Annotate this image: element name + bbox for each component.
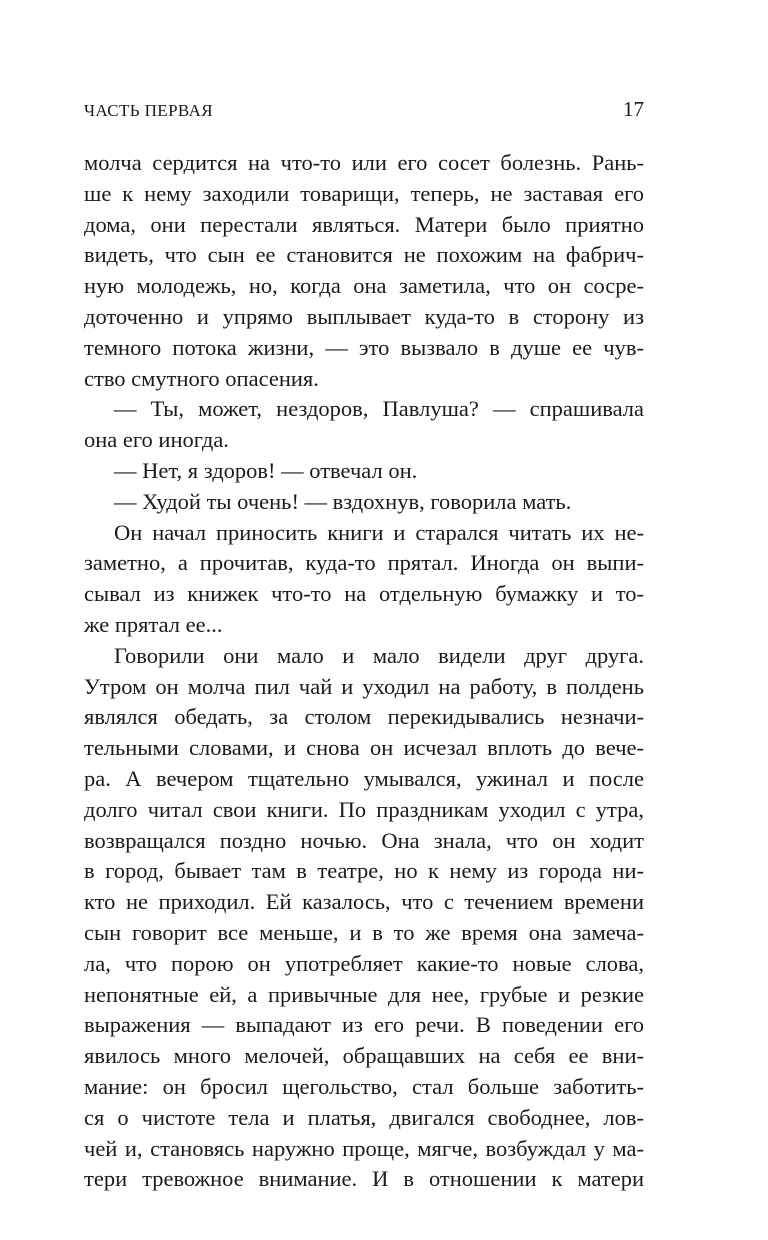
text-line: Он начал приносить книги и старался читать их не-	[114, 519, 644, 545]
text-line: сывал из книжек что-то на отдельную бумажку и то-	[84, 581, 644, 607]
text-line: долго читал свои книги. По праздникам уходил с утра,	[84, 796, 644, 822]
text-line: молча сердится на что-то или его сосет болезнь. Рань-	[84, 150, 644, 175]
body-text	[84, 148, 644, 1195]
text-line: возвращался поздно ночью. Она знала, что он ходит	[84, 827, 644, 853]
text-line: доточенно и упрямо выплывает куда-то в сторону из	[84, 303, 644, 329]
text-line: — Нет, я здоров! — отвечал он.	[114, 457, 418, 483]
text-line: ше к нему заходили товарищи, теперь, не заставая его	[84, 180, 644, 206]
section-title: ЧАСТЬ ПЕРВАЯ	[84, 101, 214, 120]
text-line: ство смутного опасения.	[84, 365, 319, 391]
text-line: сын говорит все меньше, и в то же время она замеча-	[84, 919, 644, 945]
text-line: ную молодежь, но, когда она заметила, что он сосре-	[84, 273, 644, 299]
text-line: же прятал ее...	[84, 611, 223, 637]
text-line: темного потока жизни, — это вызвало в душе ее чув-	[84, 334, 644, 360]
text-line: кто не приходил. Ей казалось, что с течением времени	[84, 889, 644, 915]
text-line: заметно, а прочитав, куда-то прятал. Иногда он выпи-	[84, 550, 644, 576]
text-line: тери тревожное внимание. И в отношении к матери	[84, 1166, 644, 1192]
text-line: мание: он бросил щегольство, стал больше заботить-	[84, 1073, 644, 1099]
text-line: являлся обедать, за столом перекидывались незначи-	[84, 704, 644, 730]
text-line: выражения — выпадают из его речи. В поведении его	[84, 1012, 644, 1038]
text-line: Говорили они мало и мало видели друг друга.	[114, 642, 644, 668]
text-line: явилось много мелочей, обращавших на себя ее вни-	[84, 1043, 644, 1069]
text-line: дома, они перестали являться. Матери было приятно	[84, 211, 644, 237]
text-line: — Ты, может, нездоров, Павлуша? — спрашивала	[114, 396, 644, 422]
text-line: ра. А вечером тщательно умывался, ужинал и после	[84, 765, 644, 791]
text-line: видеть, что сын ее становится не похожим на фабрич-	[84, 242, 644, 268]
text-line: чей и, становясь наружно проще, мягче, возбуждал у ма-	[84, 1135, 644, 1161]
text-line: ся о чистоте тела и платья, двигался свободнее, лов-	[84, 1104, 644, 1130]
page-number: 17	[623, 97, 644, 121]
text-line: ла, что порою он употребляет какие-то новые слова,	[84, 950, 644, 976]
text-line: — Худой ты очень! — вздохнув, говорила мать.	[114, 488, 572, 514]
text-line: она его иногда.	[84, 427, 229, 453]
text-line: непонятные ей, а привычные для нее, грубые и резкие	[84, 981, 644, 1007]
text-line: в город, бывает там в театре, но к нему из города ни-	[84, 858, 644, 884]
text-line: Утром он молча пил чай и уходил на работу, в полдень	[84, 673, 644, 699]
text-line: тельными словами, и снова он исчезал вплоть до вече-	[84, 735, 644, 761]
running-head	[84, 96, 644, 126]
